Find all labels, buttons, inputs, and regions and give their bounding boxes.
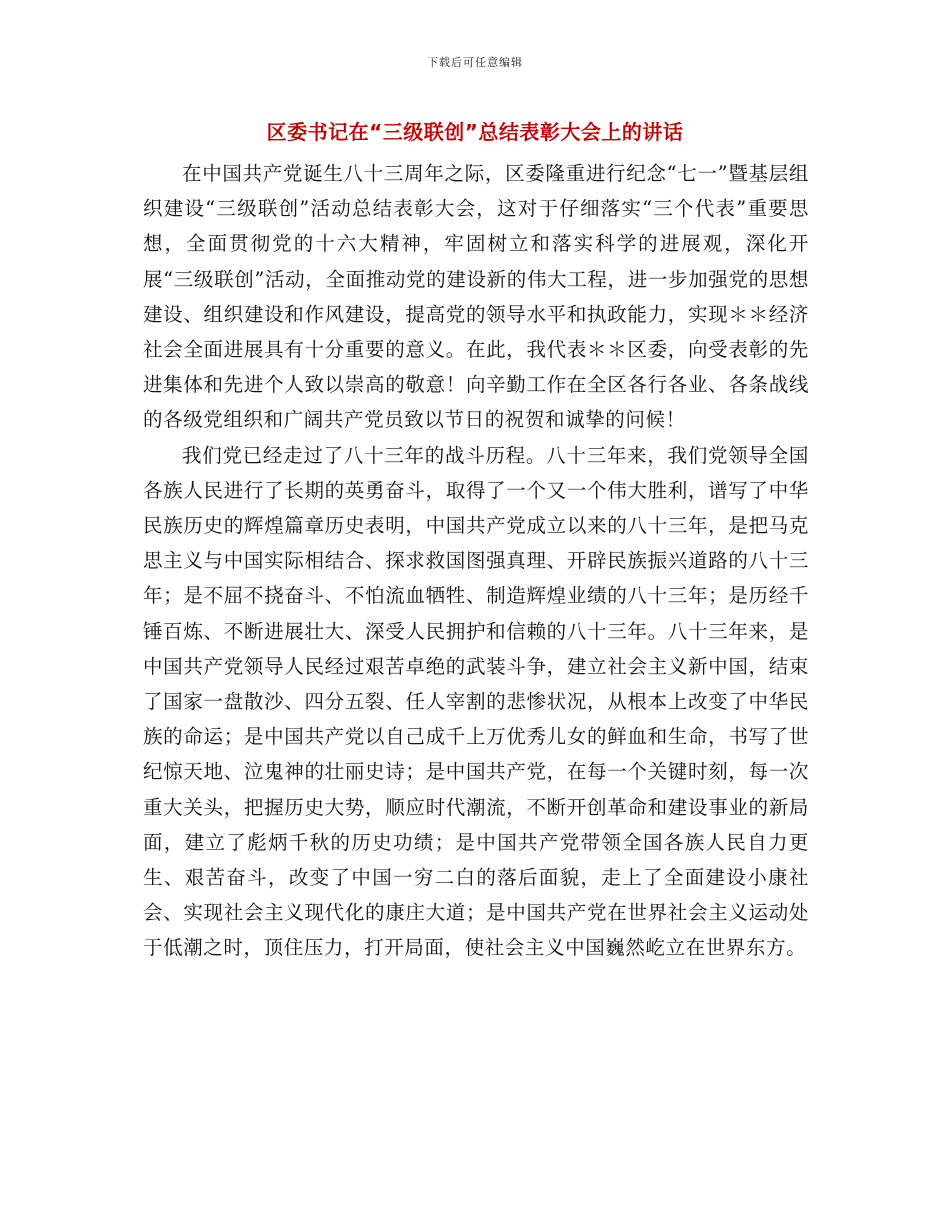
header-note: 下载后可任意编辑 — [427, 56, 523, 69]
document-title: 区委书记在“三级联创”总结表彰大会上的讲话 — [266, 120, 684, 144]
paragraph-2: 我们党已经走过了八十三年的战斗历程。八十三年来，我们党领导全国各族人民进行了长期的英勇奋斗，取得了一个又一个伟大胜利，谱写了中华民族历史的辉煌篇章历史表明，中国共产党成立以来的八十三年，是把马克思主义与中国实际相结合、探求救国图强真理、开辟民族振兴道路的八十三年；是不屈不挠奋斗、不怕流血牺牲、制造辉煌业绩的八十三年；是历经千锤百炼、不断进展壮大、深受人民拥护和信赖的八十三年。八十三年来，是中国共产党领导人民经过艰苦卓绝的武装斗争，建立社会主义新中国，结束了国家一盘散沙、四分五裂、任人宰割的悲惨状况，从根本上改变了中华民族的命运；是中国共产党以自己成千上万优秀儿女的鲜血和生命，书写了世纪惊天地、泣鬼神的壮丽史诗；是中国共产党，在每一个关键时刻，每一次重大关头，把握历史大势，顺应时代潮流，不断开创革命和建设事业的新局面，建立了彪炳千秋的历史功绩；是中国共产党带领全国各族人民自力更生、艰苦奋斗，改变了中国一穷二白的落后面貌，走上了全面建设小康社会、实现社会主义现代化的康庄大道；是中国共产党在世界社会主义运动处于低潮之时，顶住压力，打开局面，使社会主义中国巍然屹立在世界东方。 — [143, 443, 809, 960]
paragraph-1: 在中国共产党诞生八十三周年之际，区委隆重进行纪念“七一”暨基层组织建设“三级联创”活动总结表彰大会，这对于仔细落实“三个代表”重要思想，全面贯彻党的十六大精神，牢固树立和落实科学的进展观，深化开展“三级联创”活动，全面推动党的建设新的伟大工程，进一步加强党的思想建设、组织建设和作风建设，提高党的领导水平和执政能力，实现＊＊经济社会全面进展具有十分重要的意义。在此，我代表＊＊区委，向受表彰的先进集体和先进个人致以崇高的敬意！向辛勤工作在全区各行各业、各条战线的各级党组织和广阔共产党员致以节日的祝贺和诚挚的问候！ — [143, 162, 809, 432]
document-body — [143, 156, 809, 966]
